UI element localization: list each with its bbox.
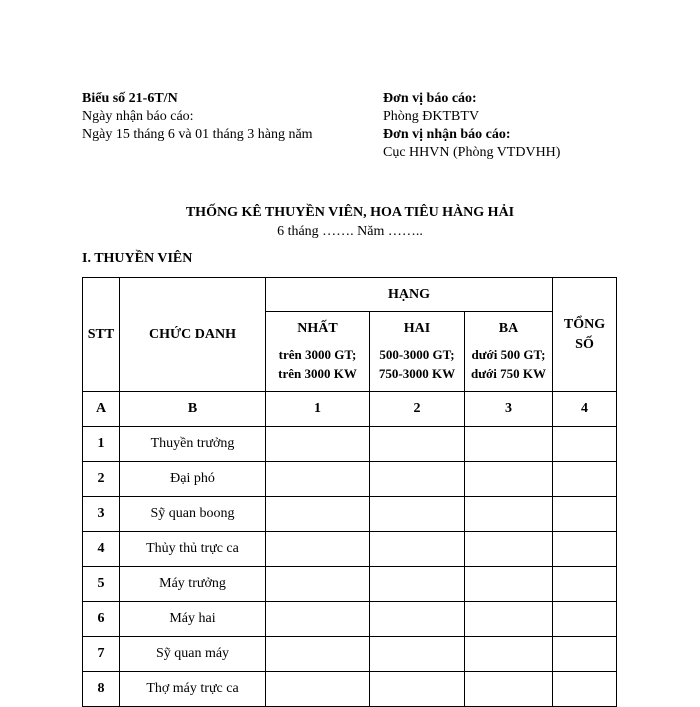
row-title: Thủy thủ trực ca [120,532,266,567]
table-row [83,532,617,567]
header-total-label: TỔNG SỐ [563,316,606,352]
data-cell[interactable] [266,672,370,707]
code-cell: A [83,392,120,427]
data-cell[interactable] [553,532,617,567]
table-row [83,462,617,497]
section-title: I. THUYỀN VIÊN [82,251,193,266]
row-title: Thợ máy trực ca [120,672,266,707]
receiving-unit-value: Cục HHVN (Phòng VTDVHH) [383,145,561,160]
document-period: 6 tháng ……. Năm …….. [277,224,423,239]
data-cell[interactable] [370,497,465,532]
data-cell[interactable] [266,497,370,532]
rank-2-line2: 750-3000 KW [378,365,456,381]
data-cell[interactable] [266,602,370,637]
data-cell[interactable] [266,462,370,497]
code-cell: 2 [370,392,465,427]
data-cell[interactable] [266,637,370,672]
receive-date-value: Ngày 15 tháng 6 và 01 tháng 3 hàng năm [82,127,313,142]
row-stt: 1 [83,427,120,462]
row-stt: 6 [83,602,120,637]
row-title: Máy trưởng [120,567,266,602]
rank-2-name: HAI [403,320,431,336]
code-cell: 1 [266,392,370,427]
form-number: Biểu số 21-6T/N [82,91,178,106]
header-stt: STT [83,278,120,392]
row-title: Sỹ quan máy [120,637,266,672]
data-cell[interactable] [465,532,553,567]
code-cell: 4 [553,392,617,427]
header-title: CHỨC DANH [120,278,266,392]
data-cell[interactable] [553,637,617,672]
data-cell[interactable] [370,637,465,672]
rank-1-line1: trên 3000 GT; [278,346,357,362]
data-cell[interactable] [370,567,465,602]
data-cell[interactable] [553,427,617,462]
header-rank-2 [370,312,465,392]
row-stt: 5 [83,567,120,602]
data-cell[interactable] [553,567,617,602]
data-cell[interactable] [553,602,617,637]
row-title: Đại phó [120,462,266,497]
header-rank-1 [266,312,370,392]
document-title: THỐNG KÊ THUYỀN VIÊN, HOA TIÊU HÀNG HẢI [185,205,515,220]
data-cell[interactable] [370,602,465,637]
rank-3-line1: dưới 500 GT; [471,346,546,362]
data-cell[interactable] [465,672,553,707]
header-rank: HẠNG [266,278,553,312]
row-title: Thuyền trưởng [120,427,266,462]
code-row [83,392,617,427]
data-cell[interactable] [465,427,553,462]
data-cell[interactable] [465,602,553,637]
receive-date-label: Ngày nhận báo cáo: [82,109,194,124]
row-stt: 2 [83,462,120,497]
code-cell: 3 [465,392,553,427]
rank-3-line2: dưới 750 KW [471,365,546,381]
data-cell[interactable] [553,497,617,532]
rank-2-line1: 500-3000 GT; [379,346,455,362]
table-row [83,672,617,707]
rank-1-name: NHẤT [297,320,338,336]
row-stt: 7 [83,637,120,672]
data-cell[interactable] [370,462,465,497]
data-cell[interactable] [465,567,553,602]
row-stt: 8 [83,672,120,707]
row-title: Sỹ quan boong [120,497,266,532]
header-rank-3 [465,312,553,392]
data-cell[interactable] [370,427,465,462]
data-cell[interactable] [266,567,370,602]
data-cell[interactable] [266,532,370,567]
data-cell[interactable] [370,532,465,567]
table-row [83,497,617,532]
header-right [383,90,560,162]
row-title: Máy hai [120,602,266,637]
code-cell: B [120,392,266,427]
statistics-table [82,277,617,707]
data-cell[interactable] [370,672,465,707]
table-row [83,427,617,462]
row-stt: 3 [83,497,120,532]
rank-3-name: BA [498,320,519,336]
data-cell[interactable] [465,462,553,497]
header-left [82,90,313,144]
data-cell[interactable] [553,462,617,497]
header-total [553,278,617,392]
rank-1-line2: trên 3000 KW [278,365,357,381]
reporting-unit-label: Đơn vị báo cáo: [383,91,477,106]
table-row [83,602,617,637]
data-cell[interactable] [465,497,553,532]
data-cell[interactable] [465,637,553,672]
reporting-unit-value: Phòng ĐKTBTV [383,109,480,124]
table-row [83,637,617,672]
data-cell[interactable] [553,672,617,707]
receiving-unit-label: Đơn vị nhận báo cáo: [383,127,511,142]
data-cell[interactable] [266,427,370,462]
row-stt: 4 [83,532,120,567]
table-row [83,567,617,602]
